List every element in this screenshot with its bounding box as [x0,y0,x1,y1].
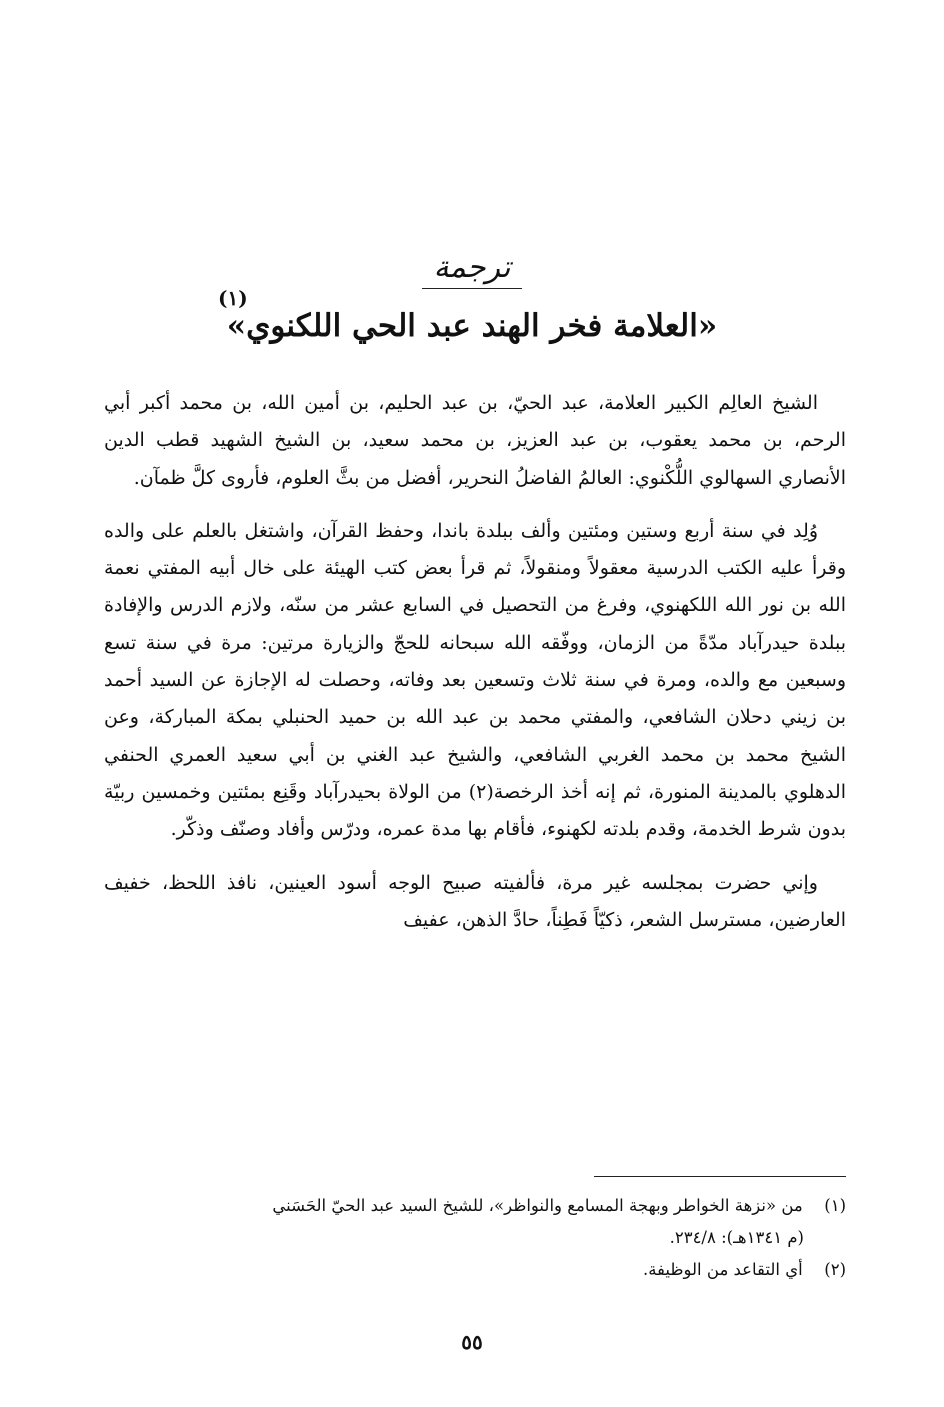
title-footnote-marker[interactable]: (١) [218,286,248,310]
footnote-separator [594,1176,846,1177]
chapter-header [0,248,944,349]
biography-label: ترجمة [422,248,523,289]
chapter-title: «العلامة فخر الهند عبد الحي اللكنوي» [226,308,718,344]
footnote-1-number: (١) [824,1196,846,1215]
paragraph-description: وإني حضرت بمجلسه غير مرة، فألفيته صبيح الوجه أسود العينين، نافذ اللحظ، خفيف العارضين، مسترسل الشعر، ذكيّاً فَطِناً، حادَّ الذهن، عفيف [104,871,846,931]
footnote-1-continuation: (م ١٣٤١هـ): ٢٣٤/٨. [669,1228,804,1247]
footnote-1-text: من «نزهة الخواطر وبهجة المسامع والنواظر»، للشيخ السيد عبد الحيّ الحَسَني [272,1196,803,1215]
footnote-2-text: أي التقاعد من الوظيفة. [642,1260,803,1279]
body-text [104,385,846,955]
page-number: ٥٥ [461,1330,483,1354]
paragraph-life: وُلِد في سنة أربع وستين ومئتين وألف ببلدة باندا، وحفظ القرآن، واشتغل بالعلم على والده وقرأ عليه الكتب الدرسية معقولاً ومنقولاً، ثم قرأ بعض كتب الهيئة على خال أبيه المفتي نعمة الله بن نور الله اللكهنوي، وفرغ من التحصيل في السابع عشر من سنّه، ولازم الدرس والإفادة ببلدة حيدرآباد مدّةً من الزمان، ووفّقه الله سبحانه للحجّ والزيارة مرتين: مرة في سنة تسع وسبعين مع والده، ومرة في سنة ثلاث وتسعين بعد وفاته، وحصلت له الإجازة عن السيد أحمد بن زيني دحلان الشافعي، والمفتي محمد بن عبد الله بن حميد الحنبلي بمكة المباركة، وعن الشيخ محمد بن محمد الغربي الشافعي، والشيخ عبد الغني بن أبي سعيد العمري الحنفي الدهلوي بالمدينة المنورة، ثم إنه أخذ الرخصة(٢) من الولاة بحيدرآباد وقَنِع بمئتين وخمسين ربيّة بدون شرط الخدمة، وقدم بلدته لكهنوء، فأقام بها مدة عمره، ودرّس وأفاد وصنّف وذكّر. [104,519,847,841]
chapter-title-row [0,286,944,349]
footnote-1 [104,1190,846,1222]
footnotes [104,1190,846,1286]
footnote-2 [104,1254,846,1286]
footnote-2-number: (٢) [824,1260,846,1279]
paragraph-lineage: الشيخ العالِم الكبير العلامة، عبد الحيّ، بن عبد الحليم، بن أمين الله، بن محمد أكبر أبي الرحم، بن محمد يعقوب، بن عبد العزيز، بن محمد سعيد، بن الشيخ الشهيد قطب الدين الأنصاري السهالوي اللُّكْنوي: العالمُ الفاضلُ النحرير، أفضل من بثَّ العلوم، فأروى كلَّ ظمآن. [104,392,846,489]
